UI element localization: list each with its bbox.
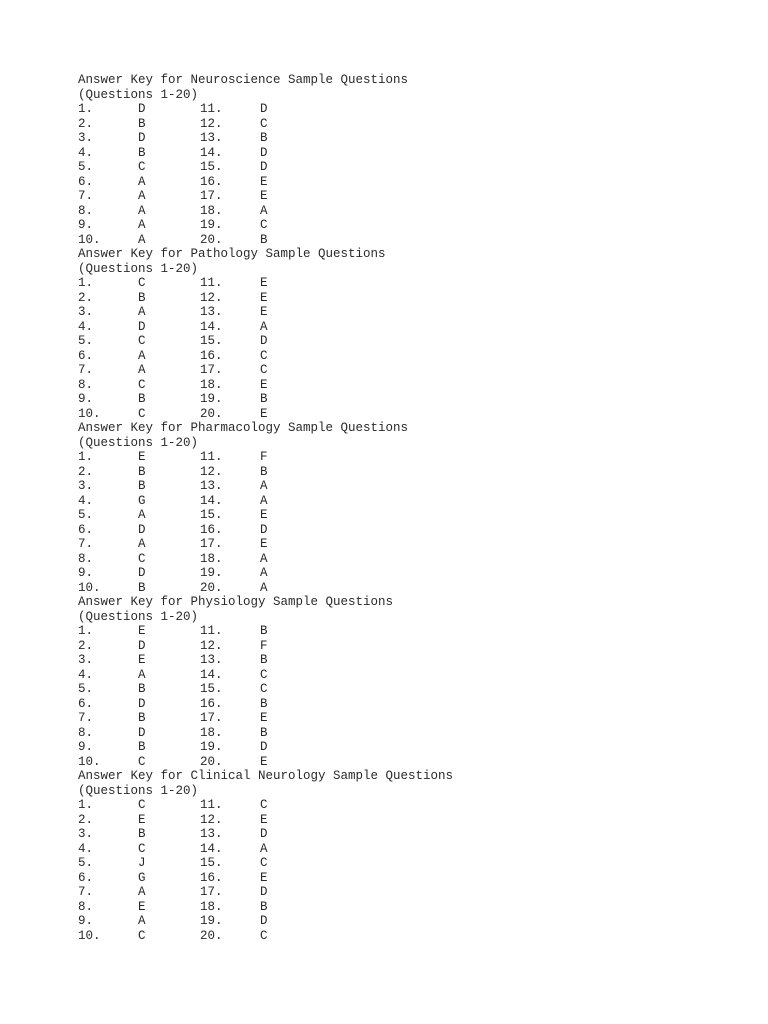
answer-letter: D <box>138 319 146 334</box>
answer-letter: B <box>260 131 268 145</box>
question-number: 8. <box>78 377 94 392</box>
answer-letter: D <box>260 914 268 928</box>
answer-letter: A <box>260 580 268 595</box>
question-number: 13. <box>200 827 223 841</box>
answer-letter: D <box>260 102 268 116</box>
answer-letter: B <box>260 392 268 406</box>
answer-letter: C <box>138 798 146 812</box>
question-number: 10. <box>78 928 101 943</box>
question-number: 7. <box>78 711 94 725</box>
question-number: 4. <box>78 145 94 160</box>
answer-row <box>78 494 453 509</box>
answer-letter: C <box>138 928 146 943</box>
answer-letter: E <box>260 290 268 305</box>
question-number: 19. <box>200 566 223 580</box>
answer-letter: D <box>260 145 268 160</box>
answer-letter: E <box>138 653 146 667</box>
answer-row <box>78 653 453 668</box>
question-number: 13. <box>200 653 223 667</box>
answer-row <box>78 813 453 828</box>
answer-letter: C <box>260 682 268 696</box>
question-number: 19. <box>200 218 223 232</box>
question-number: 20. <box>200 754 223 769</box>
question-number: 4. <box>78 493 94 508</box>
answer-row <box>78 479 453 494</box>
answer-row <box>78 363 453 378</box>
question-number: 14. <box>200 667 223 682</box>
question-number: 17. <box>200 363 223 377</box>
question-number: 11. <box>200 798 223 812</box>
answer-letter: B <box>138 580 146 595</box>
question-number: 18. <box>200 899 223 914</box>
answer-letter: D <box>138 522 146 537</box>
question-number: 2. <box>78 812 94 827</box>
question-number: 13. <box>200 479 223 493</box>
answer-row <box>78 624 453 639</box>
answer-row <box>78 537 453 552</box>
answer-row <box>78 276 453 291</box>
answer-letter: A <box>260 479 268 493</box>
answer-key-section <box>78 595 453 769</box>
question-number: 3. <box>78 305 94 319</box>
answer-letter: A <box>260 203 268 218</box>
answer-key-section <box>78 247 453 421</box>
answer-key-document <box>78 73 453 943</box>
answer-letter: E <box>260 276 268 290</box>
question-number: 16. <box>200 696 223 711</box>
answer-letter: A <box>138 189 146 203</box>
answer-letter: E <box>260 174 268 189</box>
question-number: 15. <box>200 160 223 174</box>
question-number: 15. <box>200 508 223 522</box>
question-number: 5. <box>78 334 94 348</box>
answer-row <box>78 334 453 349</box>
answer-row <box>78 320 453 335</box>
answer-letter: G <box>138 870 146 885</box>
question-number: 9. <box>78 392 94 406</box>
question-number: 14. <box>200 841 223 856</box>
answer-letter: E <box>260 754 268 769</box>
answer-row <box>78 798 453 813</box>
question-number: 4. <box>78 841 94 856</box>
question-number: 1. <box>78 102 94 116</box>
answer-letter: C <box>138 377 146 392</box>
question-number: 19. <box>200 740 223 754</box>
question-number: 3. <box>78 131 94 145</box>
answer-row <box>78 900 453 915</box>
answer-letter: E <box>260 189 268 203</box>
question-number: 10. <box>78 580 101 595</box>
answer-letter: A <box>260 566 268 580</box>
answer-letter: C <box>260 667 268 682</box>
answer-letter: B <box>138 464 146 479</box>
question-number: 10. <box>78 406 101 421</box>
question-number: 9. <box>78 914 94 928</box>
question-number: 14. <box>200 145 223 160</box>
answer-letter: B <box>260 232 268 247</box>
answer-letter: A <box>138 914 146 928</box>
answer-letter: A <box>260 319 268 334</box>
question-number: 1. <box>78 798 94 812</box>
answer-letter: E <box>260 870 268 885</box>
question-number: 7. <box>78 189 94 203</box>
answer-letter: E <box>138 450 146 464</box>
answer-letter: A <box>260 551 268 566</box>
answer-letter: C <box>138 841 146 856</box>
answer-letter: D <box>138 638 146 653</box>
answer-row <box>78 160 453 175</box>
answer-row <box>78 697 453 712</box>
question-number: 13. <box>200 305 223 319</box>
answer-letter: A <box>138 537 146 551</box>
answer-letter: E <box>260 305 268 319</box>
answer-row <box>78 175 453 190</box>
question-number: 7. <box>78 537 94 551</box>
answer-row <box>78 755 453 770</box>
answer-row <box>78 450 453 465</box>
question-number: 2. <box>78 116 94 131</box>
answer-row <box>78 639 453 654</box>
section-title: Answer Key for Pathology Sample Questions <box>78 247 386 261</box>
question-number: 6. <box>78 348 94 363</box>
question-number: 8. <box>78 725 94 740</box>
answer-letter: A <box>138 885 146 899</box>
question-number: 15. <box>200 856 223 870</box>
question-number: 10. <box>78 232 101 247</box>
answer-letter: C <box>138 334 146 348</box>
answer-letter: C <box>260 218 268 232</box>
answer-letter: B <box>138 740 146 754</box>
answer-letter: C <box>138 160 146 174</box>
question-number: 17. <box>200 537 223 551</box>
question-number: 19. <box>200 392 223 406</box>
question-number: 16. <box>200 174 223 189</box>
answer-letter: A <box>138 218 146 232</box>
answer-letter: E <box>138 899 146 914</box>
answer-letter: C <box>138 551 146 566</box>
answer-letter: D <box>260 160 268 174</box>
question-number: 9. <box>78 566 94 580</box>
question-number: 1. <box>78 276 94 290</box>
answer-letter: D <box>260 827 268 841</box>
answer-row <box>78 842 453 857</box>
answer-letter: C <box>138 276 146 290</box>
question-number: 12. <box>200 464 223 479</box>
answer-letter: D <box>138 566 146 580</box>
answer-letter: A <box>138 348 146 363</box>
answer-letter: E <box>260 377 268 392</box>
question-number: 2. <box>78 290 94 305</box>
answer-row <box>78 291 453 306</box>
question-number: 17. <box>200 189 223 203</box>
question-number: 11. <box>200 450 223 464</box>
answer-row <box>78 146 453 161</box>
question-number: 18. <box>200 203 223 218</box>
question-number: 14. <box>200 493 223 508</box>
answer-row <box>78 218 453 233</box>
question-number: 10. <box>78 754 101 769</box>
answer-row <box>78 349 453 364</box>
answer-letter: E <box>260 406 268 421</box>
answer-letter: A <box>138 305 146 319</box>
answer-row <box>78 552 453 567</box>
question-number: 16. <box>200 522 223 537</box>
question-number: 20. <box>200 580 223 595</box>
answer-letter: C <box>260 928 268 943</box>
answer-letter: D <box>138 696 146 711</box>
question-number: 9. <box>78 218 94 232</box>
answer-letter: J <box>138 856 146 870</box>
answer-letter: B <box>138 116 146 131</box>
question-number: 20. <box>200 406 223 421</box>
answer-letter: B <box>138 682 146 696</box>
answer-letter: D <box>138 131 146 145</box>
answer-row <box>78 233 453 248</box>
question-number: 18. <box>200 377 223 392</box>
question-number: 6. <box>78 174 94 189</box>
question-number: 8. <box>78 899 94 914</box>
answer-key-section <box>78 769 453 943</box>
question-number: 5. <box>78 856 94 870</box>
answer-letter: C <box>138 406 146 421</box>
answer-row <box>78 131 453 146</box>
section-title: Answer Key for Neuroscience Sample Questions <box>78 73 409 87</box>
answer-row <box>78 189 453 204</box>
answer-row <box>78 827 453 842</box>
question-number: 2. <box>78 638 94 653</box>
question-number: 1. <box>78 624 94 638</box>
answer-letter: D <box>138 102 146 116</box>
answer-letter: A <box>138 174 146 189</box>
answer-row <box>78 668 453 683</box>
answer-row <box>78 885 453 900</box>
question-number: 8. <box>78 551 94 566</box>
answer-letter: C <box>138 754 146 769</box>
question-number: 16. <box>200 870 223 885</box>
answer-row <box>78 508 453 523</box>
question-number: 5. <box>78 682 94 696</box>
answer-row <box>78 392 453 407</box>
answer-row <box>78 305 453 320</box>
question-number: 13. <box>200 131 223 145</box>
answer-letter: B <box>138 392 146 406</box>
question-number: 17. <box>200 885 223 899</box>
section-subtitle: (Questions 1-20) <box>78 609 199 624</box>
answer-letter: E <box>260 537 268 551</box>
question-number: 4. <box>78 667 94 682</box>
answer-letter: B <box>138 479 146 493</box>
answer-letter: F <box>260 638 268 653</box>
answer-key-section <box>78 421 453 595</box>
answer-letter: C <box>260 348 268 363</box>
question-number: 5. <box>78 160 94 174</box>
answer-row <box>78 117 453 132</box>
answer-row <box>78 856 453 871</box>
question-number: 7. <box>78 885 94 899</box>
question-number: 7. <box>78 363 94 377</box>
answer-letter: C <box>260 798 268 812</box>
answer-letter: E <box>260 508 268 522</box>
answer-letter: F <box>260 450 268 464</box>
question-number: 19. <box>200 914 223 928</box>
question-number: 12. <box>200 290 223 305</box>
question-number: 18. <box>200 725 223 740</box>
answer-letter: A <box>260 493 268 508</box>
answer-letter: B <box>260 725 268 740</box>
answer-letter: D <box>260 334 268 348</box>
answer-letter: G <box>138 493 146 508</box>
question-number: 20. <box>200 928 223 943</box>
question-number: 4. <box>78 319 94 334</box>
section-title: Answer Key for Clinical Neurology Sample Questions <box>78 769 454 783</box>
question-number: 16. <box>200 348 223 363</box>
answer-letter: D <box>260 740 268 754</box>
answer-row <box>78 682 453 697</box>
question-number: 15. <box>200 334 223 348</box>
section-subtitle: (Questions 1-20) <box>78 87 199 102</box>
answer-row <box>78 711 453 726</box>
question-number: 8. <box>78 203 94 218</box>
answer-key-section <box>78 73 453 247</box>
answer-letter: B <box>138 711 146 725</box>
question-number: 6. <box>78 870 94 885</box>
question-number: 11. <box>200 624 223 638</box>
section-subtitle: (Questions 1-20) <box>78 261 199 276</box>
answer-letter: A <box>138 203 146 218</box>
answer-letter: A <box>138 363 146 377</box>
answer-row <box>78 378 453 393</box>
question-number: 3. <box>78 827 94 841</box>
answer-letter: D <box>260 885 268 899</box>
question-number: 1. <box>78 450 94 464</box>
answer-letter: A <box>260 841 268 856</box>
answer-letter: C <box>260 856 268 870</box>
section-subtitle: (Questions 1-20) <box>78 783 199 798</box>
answer-letter: B <box>260 624 268 638</box>
question-number: 12. <box>200 638 223 653</box>
answer-row <box>78 566 453 581</box>
answer-row <box>78 102 453 117</box>
section-subtitle: (Questions 1-20) <box>78 435 199 450</box>
section-title: Answer Key for Pharmacology Sample Questions <box>78 421 409 435</box>
answer-letter: B <box>260 653 268 667</box>
question-number: 6. <box>78 696 94 711</box>
answer-letter: A <box>138 232 146 247</box>
answer-letter: E <box>260 711 268 725</box>
question-number: 2. <box>78 464 94 479</box>
answer-row <box>78 726 453 741</box>
question-number: 12. <box>200 812 223 827</box>
answer-letter: E <box>260 812 268 827</box>
answer-row <box>78 407 453 422</box>
question-number: 11. <box>200 276 223 290</box>
question-number: 9. <box>78 740 94 754</box>
answer-row <box>78 523 453 538</box>
question-number: 12. <box>200 116 223 131</box>
question-number: 17. <box>200 711 223 725</box>
answer-letter: C <box>260 116 268 131</box>
question-number: 5. <box>78 508 94 522</box>
question-number: 11. <box>200 102 223 116</box>
answer-letter: B <box>260 899 268 914</box>
answer-row <box>78 929 453 944</box>
answer-letter: B <box>260 464 268 479</box>
answer-row <box>78 914 453 929</box>
answer-row <box>78 871 453 886</box>
question-number: 15. <box>200 682 223 696</box>
answer-letter: B <box>260 696 268 711</box>
answer-row <box>78 740 453 755</box>
answer-row <box>78 581 453 596</box>
question-number: 3. <box>78 653 94 667</box>
answer-letter: E <box>138 624 146 638</box>
answer-letter: A <box>138 508 146 522</box>
answer-row <box>78 204 453 219</box>
answer-letter: C <box>260 363 268 377</box>
answer-letter: B <box>138 290 146 305</box>
question-number: 20. <box>200 232 223 247</box>
answer-letter: B <box>138 145 146 160</box>
question-number: 14. <box>200 319 223 334</box>
question-number: 3. <box>78 479 94 493</box>
section-title: Answer Key for Physiology Sample Questions <box>78 595 394 609</box>
answer-letter: A <box>138 667 146 682</box>
answer-letter: D <box>138 725 146 740</box>
question-number: 6. <box>78 522 94 537</box>
answer-row <box>78 465 453 480</box>
answer-letter: B <box>138 827 146 841</box>
answer-letter: E <box>138 812 146 827</box>
answer-letter: D <box>260 522 268 537</box>
question-number: 18. <box>200 551 223 566</box>
